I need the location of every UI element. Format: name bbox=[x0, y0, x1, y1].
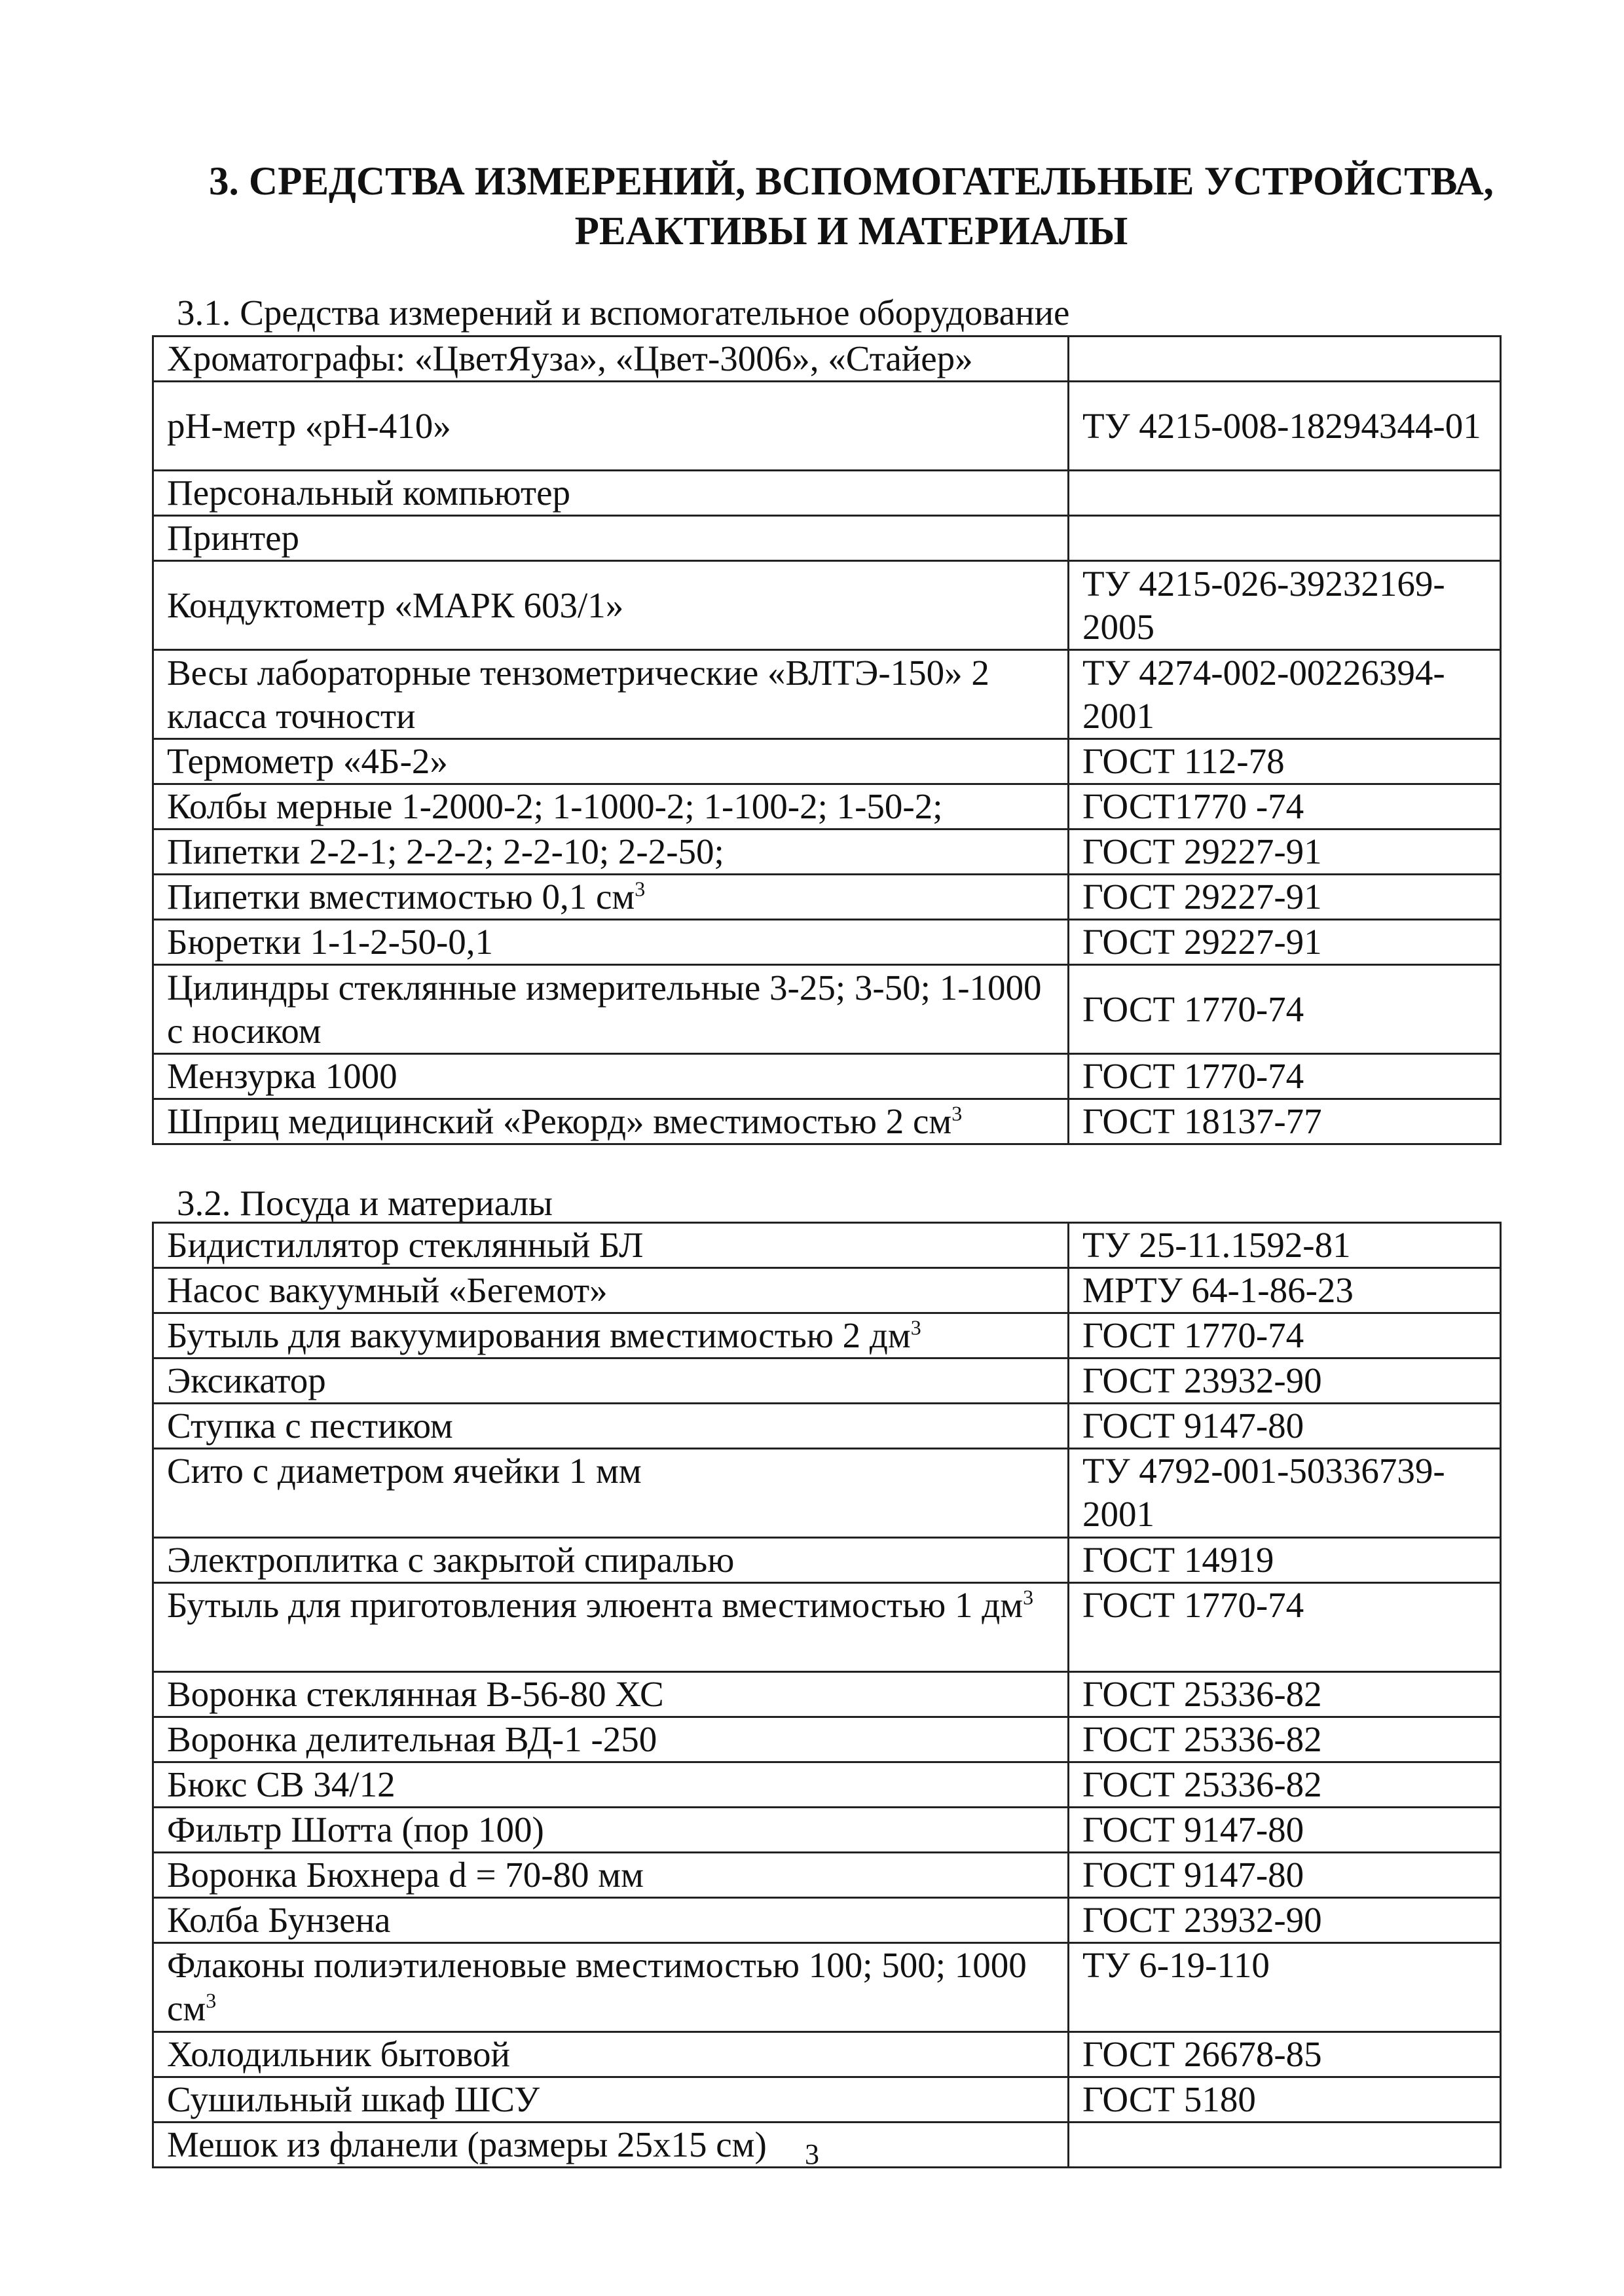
standard-code-cell bbox=[1069, 516, 1501, 561]
table-row bbox=[153, 1358, 1501, 1404]
item-name-cell bbox=[153, 1583, 1069, 1672]
heading-line-2: РЕАКТИВЫ И МАТЕРИАЛЫ bbox=[574, 210, 1128, 253]
item-name: Воронка Бюхнера d = 70-80 мм bbox=[167, 1855, 644, 1895]
standard-code-cell: ГОСТ 29227-91 bbox=[1069, 829, 1501, 875]
item-name: Бюретки 1-1-2-50-0,1 bbox=[167, 922, 494, 962]
item-name-cell bbox=[153, 471, 1069, 516]
item-name: Мешок из фланели (размеры 25х15 см) bbox=[167, 2124, 767, 2164]
standard-code-cell: ГОСТ 5180 bbox=[1069, 2077, 1501, 2123]
table-row bbox=[153, 1054, 1501, 1099]
table-row bbox=[153, 739, 1501, 784]
measurement-equipment-table bbox=[152, 335, 1502, 1145]
table-row bbox=[153, 965, 1501, 1054]
standard-code-cell: ГОСТ1770 -74 bbox=[1069, 784, 1501, 829]
table-row bbox=[153, 1449, 1501, 1538]
standard-code-cell: ТУ 4215-026-39232169-2005 bbox=[1069, 561, 1501, 650]
item-name: Насос вакуумный «Бегемот» bbox=[167, 1270, 608, 1310]
standard-code-cell: ГОСТ 18137-77 bbox=[1069, 1099, 1501, 1144]
table-row bbox=[153, 1313, 1501, 1358]
item-name-cell bbox=[153, 1808, 1069, 1853]
table-body bbox=[153, 337, 1501, 1144]
item-name: Сито с диаметром ячейки 1 мм bbox=[167, 1451, 642, 1491]
table-row bbox=[153, 784, 1501, 829]
standard-code-cell: ГОСТ 1770-74 bbox=[1069, 1054, 1501, 1099]
standard-code-cell: ТУ 4792-001-50336739-2001 bbox=[1069, 1449, 1501, 1538]
table-row bbox=[153, 516, 1501, 561]
item-name: Мензурка 1000 bbox=[167, 1056, 397, 1096]
item-name: Бутыль для приготовления элюента вместимостью 1 дм bbox=[167, 1585, 1024, 1625]
item-name-cell bbox=[153, 1099, 1069, 1144]
unit-superscript: 3 bbox=[910, 1315, 921, 1339]
table-row bbox=[153, 1223, 1501, 1268]
standard-code-cell: ТУ 4215-008-18294344-01 bbox=[1069, 382, 1501, 471]
table-row bbox=[153, 1404, 1501, 1449]
unit-superscript: 3 bbox=[951, 1101, 963, 1125]
item-name: рН-метр «рН-410» bbox=[167, 405, 451, 446]
item-name-cell bbox=[153, 829, 1069, 875]
item-name: Весы лабораторные тензометрические «ВЛТЭ-150» 2 класса точности bbox=[167, 652, 989, 736]
item-name: Электроплитка с закрытой спиралью bbox=[167, 1540, 735, 1580]
item-name-cell bbox=[153, 1358, 1069, 1404]
standard-code-cell: ГОСТ 14919 bbox=[1069, 1538, 1501, 1583]
item-name: Хроматографы: «ЦветЯуза», «Цвет-3006», «Стайер» bbox=[167, 338, 973, 378]
standard-code-cell: ГОСТ 25336-82 bbox=[1069, 1672, 1501, 1717]
item-name: Шприц медицинский «Рекорд» вместимостью 2 см bbox=[167, 1101, 952, 1141]
item-name: Пипетки вместимостью 0,1 см bbox=[167, 877, 635, 917]
standard-code-cell: ГОСТ 26678-85 bbox=[1069, 2032, 1501, 2077]
standard-code-cell: ГОСТ 29227-91 bbox=[1069, 920, 1501, 965]
item-name-cell bbox=[153, 561, 1069, 650]
table-row bbox=[153, 337, 1501, 382]
item-name-cell bbox=[153, 2032, 1069, 2077]
item-name: Эксикатор bbox=[167, 1360, 326, 1400]
table-row bbox=[153, 1099, 1501, 1144]
item-name-cell bbox=[153, 382, 1069, 471]
section-heading bbox=[151, 157, 1552, 257]
table-row bbox=[153, 1943, 1501, 2032]
table-row bbox=[153, 875, 1501, 920]
table-row bbox=[153, 561, 1501, 650]
standard-code-cell: ТУ 25-11.1592-81 bbox=[1069, 1223, 1501, 1268]
item-name-cell bbox=[153, 1672, 1069, 1717]
item-name-cell bbox=[153, 1762, 1069, 1808]
standard-code-cell bbox=[1069, 471, 1501, 516]
item-name: Колбы мерные 1-2000-2; 1-1000-2; 1-100-2; 1-50-2; bbox=[167, 786, 943, 826]
item-name-cell bbox=[153, 1717, 1069, 1762]
standard-code-cell: ГОСТ 1770-74 bbox=[1069, 1583, 1501, 1672]
item-name: Фильтр Шотта (пор 100) bbox=[167, 1810, 544, 1850]
standard-code-cell: ГОСТ 25336-82 bbox=[1069, 1717, 1501, 1762]
item-name-cell bbox=[153, 1268, 1069, 1313]
table-row bbox=[153, 1538, 1501, 1583]
table-row bbox=[153, 1583, 1501, 1672]
item-name: Воронка стеклянная В-56-80 ХС bbox=[167, 1674, 664, 1714]
unit-superscript: 3 bbox=[1023, 1585, 1034, 1609]
item-name: Колба Бунзена bbox=[167, 1900, 391, 1940]
item-name-cell bbox=[153, 1449, 1069, 1538]
item-name-cell bbox=[153, 337, 1069, 382]
item-name: Ступка с пестиком bbox=[167, 1406, 453, 1446]
item-name-cell bbox=[153, 920, 1069, 965]
table-row bbox=[153, 920, 1501, 965]
table-row bbox=[153, 1762, 1501, 1808]
item-name: Персональный компьютер bbox=[167, 473, 570, 513]
item-name-cell bbox=[153, 784, 1069, 829]
item-name-cell bbox=[153, 1223, 1069, 1268]
standard-code-cell: МРТУ 64-1-86-23 bbox=[1069, 1268, 1501, 1313]
standard-code-cell: ГОСТ 1770-74 bbox=[1069, 1313, 1501, 1358]
item-name: Бюкс СВ 34/12 bbox=[167, 1764, 396, 1804]
table-row bbox=[153, 1853, 1501, 1898]
table-row bbox=[153, 650, 1501, 739]
item-name: Кондуктометр «МАРК 603/1» bbox=[167, 585, 624, 625]
unit-superscript: 3 bbox=[635, 877, 646, 901]
standard-code-cell: ГОСТ 9147-80 bbox=[1069, 1404, 1501, 1449]
item-name-cell bbox=[153, 739, 1069, 784]
table-row bbox=[153, 1268, 1501, 1313]
item-name-cell bbox=[153, 1853, 1069, 1898]
item-name: Бидистиллятор стеклянный БЛ bbox=[167, 1225, 644, 1265]
item-name-cell bbox=[153, 965, 1069, 1054]
item-name: Бутыль для вакуумирования вместимостью 2 дм bbox=[167, 1315, 911, 1355]
table-body bbox=[153, 1223, 1501, 2168]
standard-code-cell: ГОСТ 25336-82 bbox=[1069, 1762, 1501, 1808]
standard-code-cell: ТУ 6-19-110 bbox=[1069, 1943, 1501, 2032]
item-name-cell bbox=[153, 1538, 1069, 1583]
standard-code-cell: ГОСТ 23932-90 bbox=[1069, 1358, 1501, 1404]
standard-code-cell: ГОСТ 9147-80 bbox=[1069, 1808, 1501, 1853]
page-number: 3 bbox=[805, 2138, 819, 2170]
item-name: Флаконы полиэтиленовые вместимостью 100; 500; 1000 см bbox=[167, 1945, 1027, 2028]
glassware-materials-table bbox=[152, 1222, 1502, 2168]
item-name-cell bbox=[153, 1313, 1069, 1358]
standard-code-cell: ТУ 4274-002-00226394-2001 bbox=[1069, 650, 1501, 739]
item-name-cell bbox=[153, 1898, 1069, 1943]
unit-superscript: 3 bbox=[206, 1988, 217, 2013]
item-name: Пипетки 2-2-1; 2-2-2; 2-2-10; 2-2-50; bbox=[167, 831, 724, 871]
item-name-cell bbox=[153, 875, 1069, 920]
standard-code-cell: ГОСТ 29227-91 bbox=[1069, 875, 1501, 920]
section-3-2-caption: 3.2. Посуда и материалы bbox=[177, 1183, 553, 1223]
item-name: Сушильный шкаф ШСУ bbox=[167, 2079, 540, 2119]
table-row bbox=[153, 1717, 1501, 1762]
item-name-cell bbox=[153, 1404, 1069, 1449]
item-name-cell bbox=[153, 1943, 1069, 2032]
standard-code-cell: ГОСТ 1770-74 bbox=[1069, 965, 1501, 1054]
item-name-cell bbox=[153, 2077, 1069, 2123]
item-name: Холодильник бытовой bbox=[167, 2034, 510, 2074]
table-row bbox=[153, 2077, 1501, 2123]
table-row bbox=[153, 1898, 1501, 1943]
item-name: Принтер bbox=[167, 518, 300, 558]
item-name: Воронка делительная ВД-1 -250 bbox=[167, 1719, 657, 1759]
section-3-1-caption: 3.1. Средства измерений и вспомогательное оборудование bbox=[177, 293, 1070, 333]
table-row bbox=[153, 829, 1501, 875]
table-row bbox=[153, 1672, 1501, 1717]
standard-code-cell: ГОСТ 9147-80 bbox=[1069, 1853, 1501, 1898]
item-name-cell bbox=[153, 1054, 1069, 1099]
item-name-cell bbox=[153, 516, 1069, 561]
item-name: Цилиндры стеклянные измерительные 3-25; 3-50; 1-1000 с носиком bbox=[167, 967, 1042, 1051]
item-name: Термометр «4Б-2» bbox=[167, 741, 448, 781]
table-row bbox=[153, 382, 1501, 471]
table-row bbox=[153, 471, 1501, 516]
standard-code-cell: ГОСТ 112-78 bbox=[1069, 739, 1501, 784]
standard-code-cell bbox=[1069, 337, 1501, 382]
table-row bbox=[153, 2032, 1501, 2077]
item-name-cell bbox=[153, 650, 1069, 739]
heading-line-1: 3. СРЕДСТВА ИЗМЕРЕНИЙ, ВСПОМОГАТЕЛЬНЫЕ УСТРОЙСТВА, bbox=[209, 160, 1494, 204]
table-row bbox=[153, 1808, 1501, 1853]
standard-code-cell: ГОСТ 23932-90 bbox=[1069, 1898, 1501, 1943]
